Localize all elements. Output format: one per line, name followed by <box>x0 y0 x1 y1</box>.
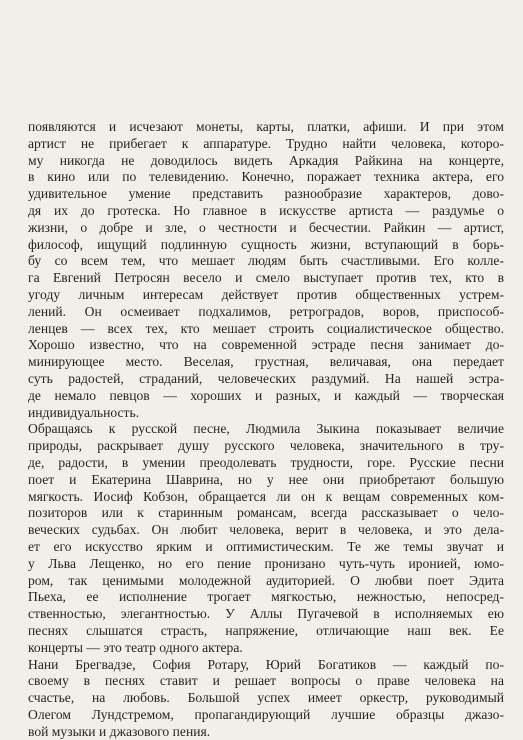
text-line: лений. Он осмеивает подхалимов, ретроградов, воров, приспособ- <box>28 303 504 319</box>
text-line: ром, так ценимыми молодежной аудиторией. О любви поет Эдита <box>28 572 504 588</box>
text-line: дя их до гротеска. Но главное в искусстве артиста — раздумье о <box>28 202 504 218</box>
text-line: бу со всем тем, что мешает людям быть счастливыми. Его колле- <box>28 253 504 269</box>
text-line: веческих судьбах. Он любит человека, верит в человека, и это дела- <box>28 522 504 538</box>
text-line: Пьеха, ее исполнение трогает мягкостью, нежностью, непосред- <box>28 589 504 605</box>
text-line: артист не прибегает к аппаратуре. Трудно найти человека, которо- <box>28 135 504 151</box>
text-line: вой музыки и джазового пения. <box>28 723 211 739</box>
text-line: природы, раскрывает душу русского человека, значительного в тру- <box>28 438 504 454</box>
text-line: своему в песнях ставит и решает вопросы о праве человека на <box>28 673 504 689</box>
text-line: в кино или по телевидению. Конечно, поражает техника актера, его <box>28 169 504 185</box>
text-line: Олегом Лундстремом, пропагандирующий лучшие образцы джазо- <box>28 706 504 722</box>
text-line: минирующее место. Веселая, грустная, величавая, она передает <box>28 354 504 370</box>
text-line: Хорошо известно, что на современной эстраде песня занимает до- <box>28 337 504 353</box>
article-text <box>28 119 504 740</box>
text-line: индивидуальность. <box>28 404 140 420</box>
text-line: мягкость. Иосиф Кобзон, обращается ли он к вещам современных ком- <box>28 488 504 504</box>
text-line: счастье, на любовь. Большой успех имеет оркестр, руководимый <box>28 690 504 706</box>
text-line: у Льва Лещенко, но его пение пронизано чуть-чуть иронией, юмо- <box>28 555 504 571</box>
text-line: философ, ищущий подлинную сущность жизни, вступающий в борь- <box>28 236 504 252</box>
text-line: жизни, о добре и зле, о честности и бесчестии. Райкин — артист, <box>28 219 504 235</box>
text-line: ственностью, элегантностью. У Аллы Пугачевой в исполняемых ею <box>28 606 504 622</box>
text-line: песнях слышатся страсть, напряжение, отличающие наш век. Ее <box>28 622 504 638</box>
text-line: поет и Екатерина Шаврина, но у нее они приобретают большую <box>28 471 504 487</box>
text-line: Нани Брегвадзе, София Ротару, Юрий Богатиков — каждый по- <box>28 656 504 672</box>
text-line: появляются и исчезают монеты, карты, платки, афиши. И при этом <box>28 119 504 134</box>
text-line: га Евгений Петросян весело и смело выступает против тех, кто в <box>28 270 504 286</box>
text-line: де немало певцов — хороших и разных, и каждый — творческая <box>28 387 504 403</box>
text-line: ленцев — всех тех, кто мешает строить социалистическое общество. <box>28 320 504 336</box>
text-line: Обращаясь к русской песне, Людмила Зыкина показывает величие <box>28 421 504 437</box>
text-line: удивительное умение представить разнообразие характеров, дово- <box>28 186 504 202</box>
text-line: угоду личным интересам действует против общественных устрем- <box>28 286 504 302</box>
text-line: де, радости, в умении преодолевать трудности, горе. Русские песни <box>28 454 504 470</box>
text-line: позиторов или к старинным романсам, всегда рассказывает о чело- <box>28 505 504 521</box>
text-line: концерты — это театр одного актера. <box>28 639 243 655</box>
text-line: ет его искусство ярким и оптимистическим. Те же темы звучат и <box>28 538 504 554</box>
text-line: му никогда не доводилось видеть Аркадия Райкина на концерте, <box>28 152 504 168</box>
text-line: суть радостей, страданий, человеческих раздумий. На нашей эстра- <box>28 370 504 386</box>
